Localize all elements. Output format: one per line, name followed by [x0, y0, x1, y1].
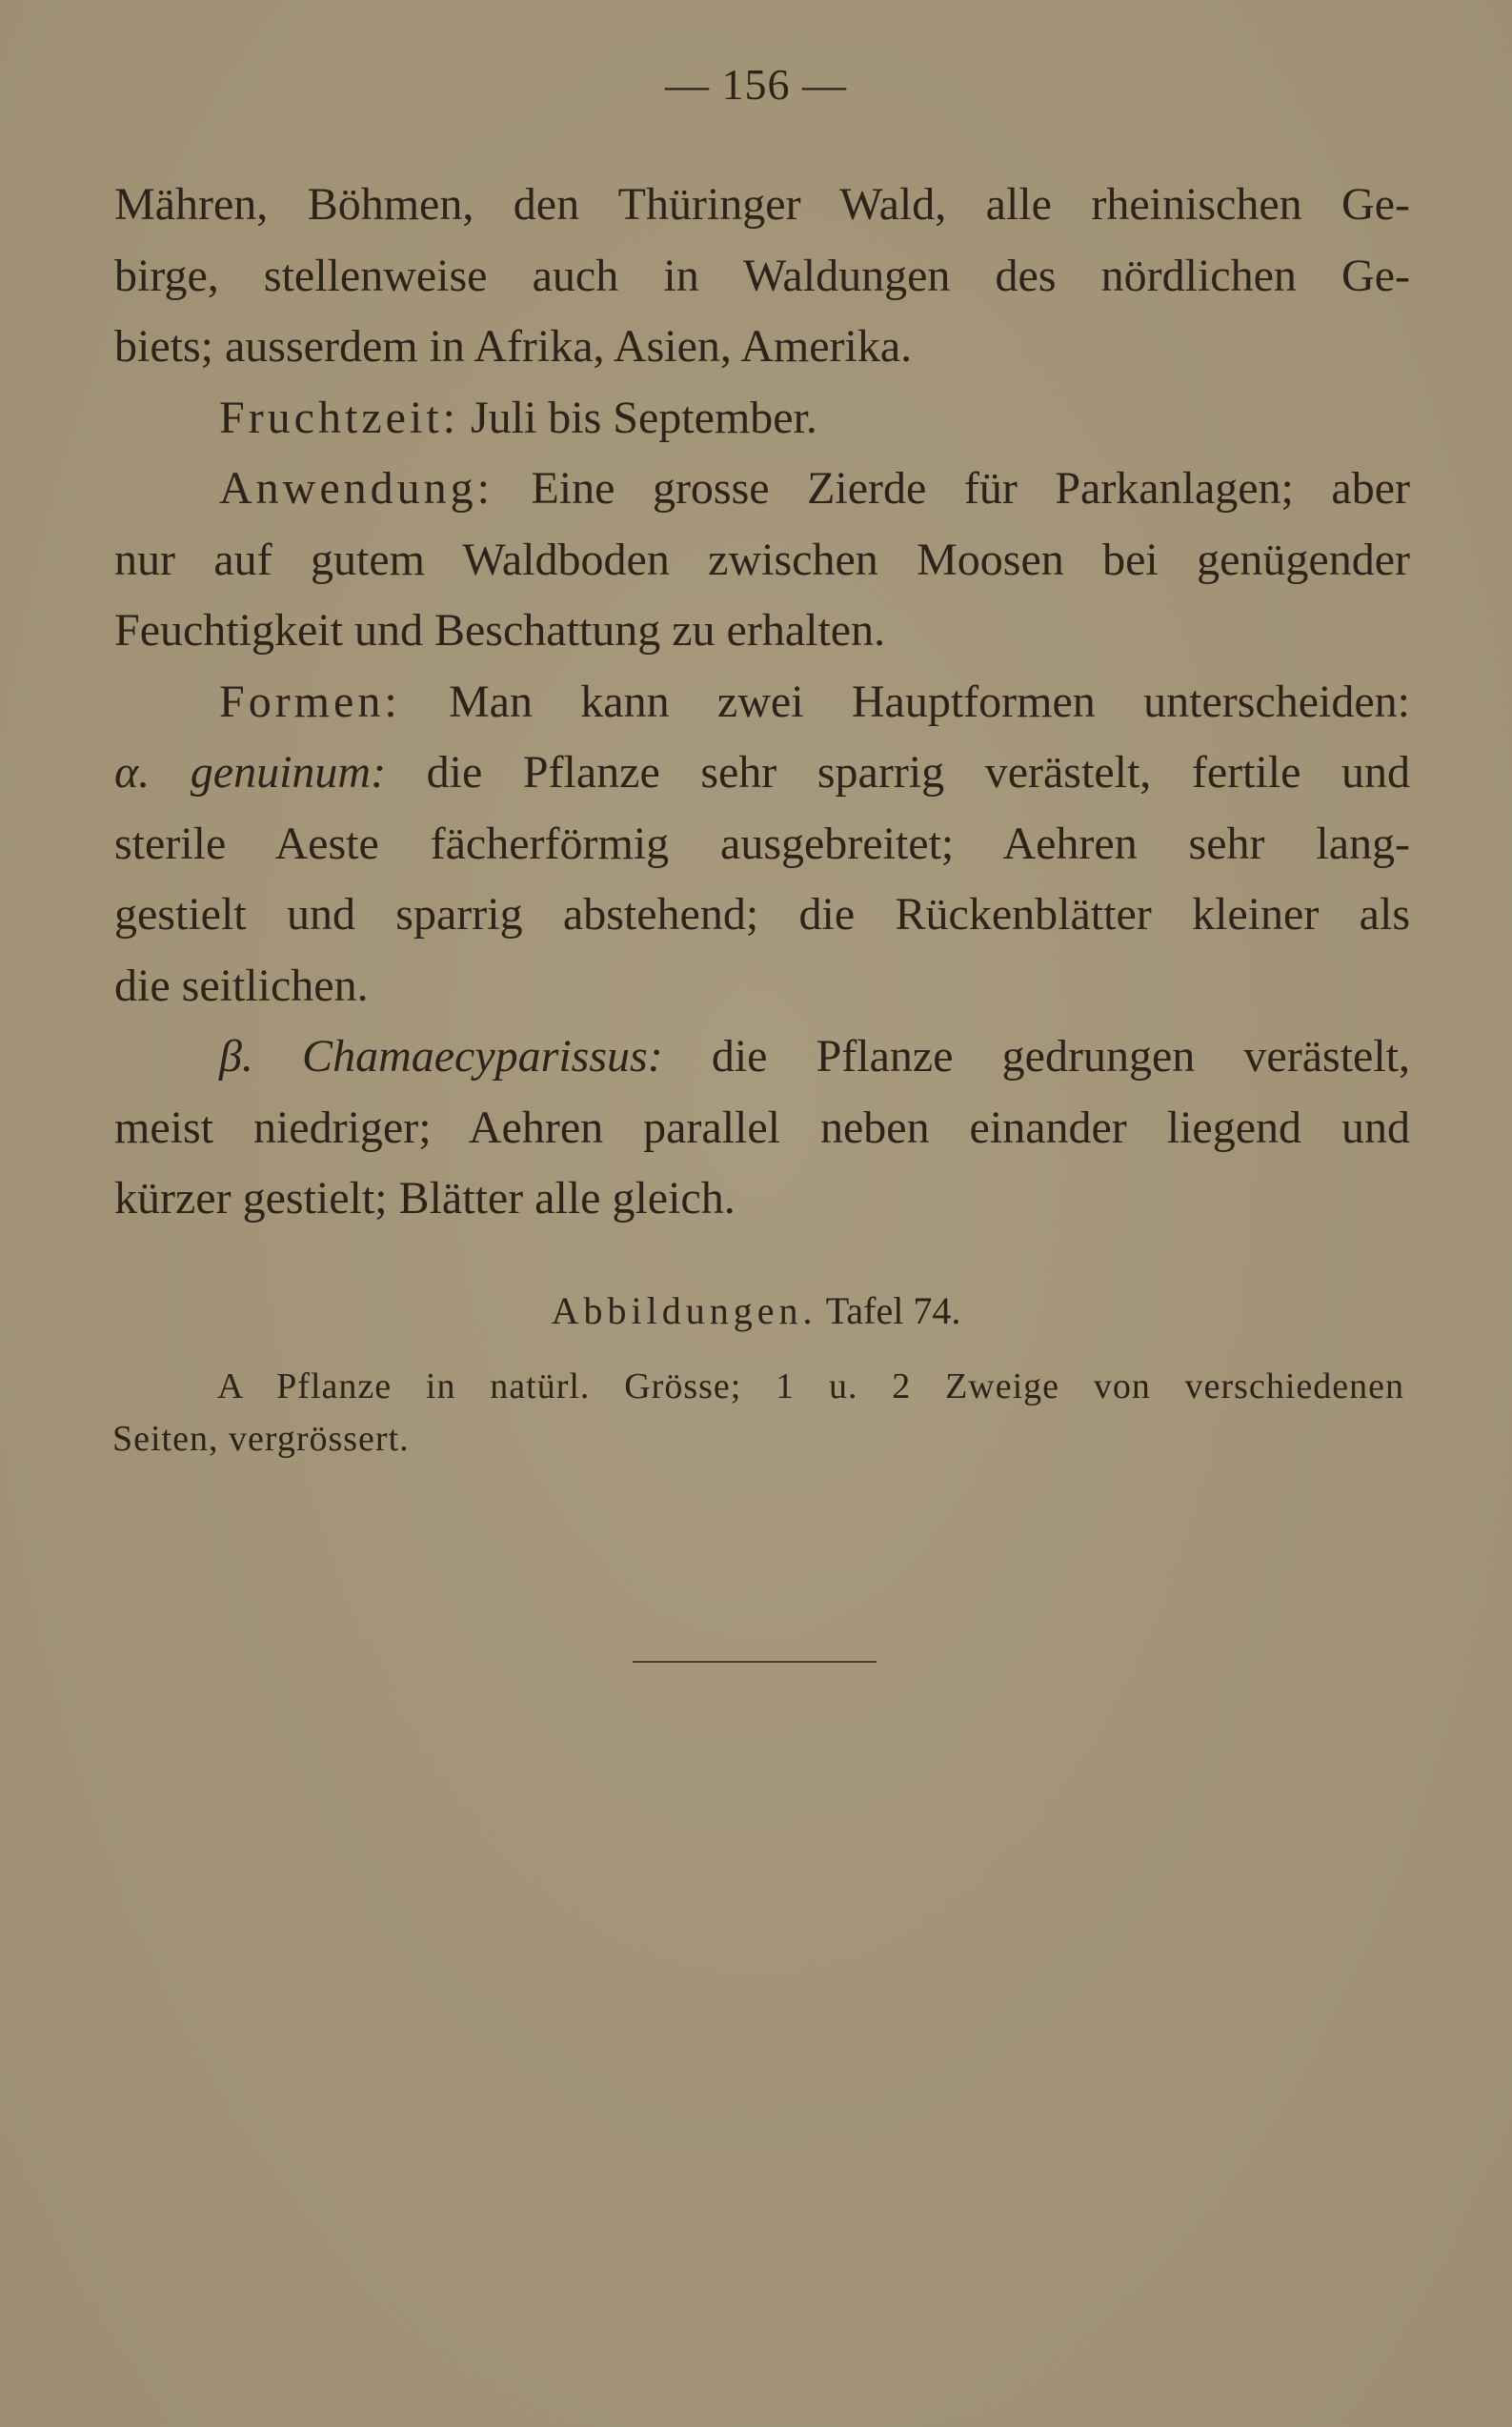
fruchtzeit-label: Fruchtzeit:: [219, 392, 459, 443]
body-line: kürzer gestielt; Blätter alle gleich.: [114, 1173, 736, 1224]
alpha-text: die Pflanze sehr sparrig verästelt, fertile und: [386, 747, 1411, 798]
body-line: die seitlichen.: [114, 960, 369, 1011]
body-line: meist niedriger; Aehren parallel neben einander liegend und: [114, 1102, 1410, 1153]
body-line: gestielt und sparrig abstehend; die Rückenblätter kleiner als: [114, 889, 1410, 940]
page-number: — 156 —: [665, 60, 847, 109]
alpha-paragraph: [114, 738, 1410, 809]
fruchtzeit-paragraph: [114, 383, 1410, 455]
caption-title-text: Tafel 74.: [816, 1289, 961, 1332]
caption-line: Seiten, vergrössert.: [112, 1419, 410, 1459]
caption-text: [112, 1361, 1404, 1466]
body-line: Mähren, Böhmen, den Thüringer Wald, alle rheinischen Ge-: [114, 179, 1410, 230]
body-line: birge, stellenweise auch in Waldungen des nördlichen Ge-: [114, 250, 1410, 301]
body-line: nur auf gutem Waldboden zwischen Moosen bei genügender: [114, 534, 1410, 585]
fruchtzeit-text: Juli bis September.: [458, 392, 817, 443]
end-rule: [633, 1661, 877, 1663]
formen-text: Man kann zwei Hauptformen unterscheiden:: [400, 676, 1410, 727]
alpha-label: α. genuinum:: [114, 747, 387, 798]
anwendung-paragraph: [114, 454, 1410, 525]
beta-text: die Pflanze gedrungen verästelt,: [662, 1031, 1410, 1082]
body-line: Feuchtigkeit und Beschattung zu erhalten.: [114, 605, 886, 656]
body-line: sterile Aeste fächerförmig ausgebreitet; Aehren sehr lang-: [114, 818, 1410, 869]
formen-label: Formen:: [219, 676, 401, 727]
anwendung-text: Eine grosse Zierde für Parkanlagen; aber: [493, 463, 1410, 514]
anwendung-label: Anwendung:: [219, 463, 494, 514]
caption-title: [0, 1288, 1512, 1333]
beta-label: β. Chamaecyparissus:: [219, 1031, 663, 1082]
beta-paragraph: [114, 1021, 1410, 1093]
caption-line: A Pflanze in natürl. Grösse; 1 u. 2 Zweige von verschiedenen: [217, 1366, 1404, 1406]
body-text: [114, 170, 1410, 1235]
formen-paragraph: [114, 667, 1410, 738]
caption-title-label: Abbildungen.: [551, 1289, 817, 1332]
body-line: biets; ausserdem in Afrika, Asien, Amerika.: [114, 321, 913, 372]
